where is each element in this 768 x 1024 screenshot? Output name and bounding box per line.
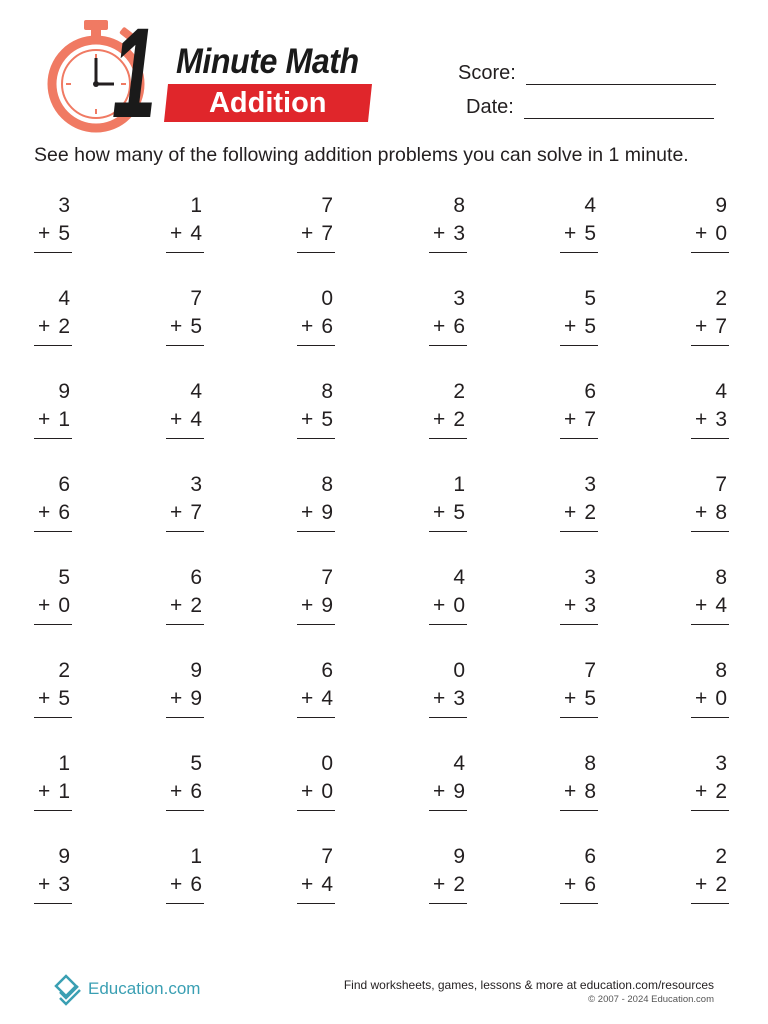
plus-sign: +: [695, 408, 708, 431]
plus-sign: +: [564, 594, 577, 617]
addend-bottom: 2: [190, 594, 202, 617]
answer-line[interactable]: [560, 252, 598, 253]
addend-bottom: 6: [453, 315, 465, 338]
addend-bottom: 3: [58, 873, 70, 896]
answer-line[interactable]: [166, 438, 204, 439]
problem-7-5: [560, 748, 600, 818]
plus-sign: +: [695, 501, 708, 524]
plus-sign: +: [170, 687, 183, 710]
problem-4-3: [297, 469, 337, 539]
addend-top: 3: [190, 473, 202, 496]
problem-6-1: [34, 655, 74, 725]
answer-line[interactable]: [429, 345, 467, 346]
worksheet-title: Minute Math: [176, 42, 359, 81]
answer-line[interactable]: [297, 252, 335, 253]
answer-line[interactable]: [691, 717, 729, 718]
problem-3-4: [429, 376, 469, 446]
answer-line[interactable]: [34, 903, 72, 904]
addend-bottom: 5: [584, 687, 596, 710]
plus-sign: +: [695, 222, 708, 245]
addend-bottom: 4: [715, 594, 727, 617]
answer-line[interactable]: [560, 345, 598, 346]
addend-bottom: 4: [321, 873, 333, 896]
plus-sign: +: [38, 501, 51, 524]
addend-bottom: 1: [58, 780, 70, 803]
plus-sign: +: [564, 687, 577, 710]
addend-top: 0: [453, 659, 465, 682]
problem-7-6: [691, 748, 731, 818]
addend-bottom: 2: [584, 501, 596, 524]
addend-top: 8: [715, 659, 727, 682]
addend-bottom: 9: [321, 501, 333, 524]
problem-8-3: [297, 841, 337, 911]
plus-sign: +: [38, 594, 51, 617]
addend-top: 5: [584, 287, 596, 310]
plus-sign: +: [564, 222, 577, 245]
problem-1-4: [429, 190, 469, 260]
addend-bottom: 2: [453, 408, 465, 431]
plus-sign: +: [170, 315, 183, 338]
plus-sign: +: [564, 408, 577, 431]
addend-top: 1: [190, 194, 202, 217]
addend-bottom: 7: [584, 408, 596, 431]
problem-1-3: [297, 190, 337, 260]
answer-line[interactable]: [34, 438, 72, 439]
answer-line[interactable]: [560, 717, 598, 718]
answer-line[interactable]: [560, 810, 598, 811]
addend-bottom: 2: [453, 873, 465, 896]
addend-top: 1: [58, 752, 70, 775]
addend-bottom: 9: [190, 687, 202, 710]
addend-top: 8: [321, 380, 333, 403]
plus-sign: +: [695, 594, 708, 617]
answer-line[interactable]: [691, 252, 729, 253]
plus-sign: +: [170, 501, 183, 524]
addend-top: 4: [453, 566, 465, 589]
addend-bottom: 0: [715, 222, 727, 245]
score-label: Score:: [458, 62, 516, 84]
problem-4-1: [34, 469, 74, 539]
plus-sign: +: [38, 687, 51, 710]
addend-top: 5: [58, 566, 70, 589]
problem-2-4: [429, 283, 469, 353]
addend-top: 8: [715, 566, 727, 589]
addend-bottom: 2: [715, 780, 727, 803]
answer-line[interactable]: [34, 810, 72, 811]
answer-line[interactable]: [166, 810, 204, 811]
plus-sign: +: [170, 873, 183, 896]
addend-bottom: 0: [58, 594, 70, 617]
addend-top: 4: [584, 194, 596, 217]
addend-top: 9: [453, 845, 465, 868]
addend-top: 3: [584, 473, 596, 496]
instructions-text: See how many of the following addition problems you can solve in 1 minute.: [34, 144, 689, 166]
addend-bottom: 9: [453, 780, 465, 803]
answer-line[interactable]: [429, 903, 467, 904]
plus-sign: +: [301, 594, 314, 617]
answer-line[interactable]: [429, 624, 467, 625]
plus-sign: +: [38, 315, 51, 338]
problem-8-2: [166, 841, 206, 911]
addend-top: 3: [584, 566, 596, 589]
addend-bottom: 2: [58, 315, 70, 338]
plus-sign: +: [301, 315, 314, 338]
plus-sign: +: [564, 873, 577, 896]
problem-1-1: [34, 190, 74, 260]
problem-1-6: [691, 190, 731, 260]
answer-line[interactable]: [166, 345, 204, 346]
addend-top: 2: [715, 845, 727, 868]
date-field[interactable]: [466, 96, 714, 119]
addend-bottom: 8: [715, 501, 727, 524]
footer-copyright: © 2007 - 2024 Education.com: [588, 994, 714, 1005]
plus-sign: +: [170, 594, 183, 617]
answer-line[interactable]: [560, 624, 598, 625]
answer-line[interactable]: [166, 624, 204, 625]
answer-line[interactable]: [560, 903, 598, 904]
answer-line[interactable]: [297, 717, 335, 718]
score-field[interactable]: [458, 62, 716, 85]
answer-line[interactable]: [34, 717, 72, 718]
addend-top: 3: [58, 194, 70, 217]
problem-6-2: [166, 655, 206, 725]
plus-sign: +: [38, 408, 51, 431]
answer-line[interactable]: [691, 624, 729, 625]
problem-5-4: [429, 562, 469, 632]
problem-2-6: [691, 283, 731, 353]
problem-5-5: [560, 562, 600, 632]
plus-sign: +: [433, 222, 446, 245]
footer-info: [344, 978, 714, 1005]
addend-bottom: 7: [190, 501, 202, 524]
problem-4-5: [560, 469, 600, 539]
problem-5-3: [297, 562, 337, 632]
addend-bottom: 3: [453, 222, 465, 245]
plus-sign: +: [301, 873, 314, 896]
title-big-number: 1: [112, 2, 157, 145]
addend-bottom: 4: [321, 687, 333, 710]
answer-line[interactable]: [34, 531, 72, 532]
addend-bottom: 9: [321, 594, 333, 617]
addend-bottom: 6: [321, 315, 333, 338]
answer-line[interactable]: [429, 252, 467, 253]
answer-line[interactable]: [297, 810, 335, 811]
addend-top: 3: [715, 752, 727, 775]
plus-sign: +: [170, 408, 183, 431]
addend-top: 1: [190, 845, 202, 868]
problem-2-3: [297, 283, 337, 353]
plus-sign: +: [564, 501, 577, 524]
worksheet-subtitle: Addition: [209, 86, 327, 119]
score-blank[interactable]: [526, 67, 716, 85]
addend-top: 6: [584, 845, 596, 868]
addend-top: 9: [58, 845, 70, 868]
problem-8-6: [691, 841, 731, 911]
answer-line[interactable]: [166, 531, 204, 532]
plus-sign: +: [433, 315, 446, 338]
problem-2-5: [560, 283, 600, 353]
addend-top: 6: [584, 380, 596, 403]
addend-bottom: 7: [715, 315, 727, 338]
problem-5-1: [34, 562, 74, 632]
plus-sign: +: [695, 873, 708, 896]
problem-5-6: [691, 562, 731, 632]
date-label: Date:: [466, 96, 514, 118]
problem-3-6: [691, 376, 731, 446]
addend-bottom: 3: [715, 408, 727, 431]
addend-bottom: 5: [58, 222, 70, 245]
plus-sign: +: [564, 315, 577, 338]
problem-8-4: [429, 841, 469, 911]
answer-line[interactable]: [166, 717, 204, 718]
plus-sign: +: [301, 687, 314, 710]
problem-7-4: [429, 748, 469, 818]
plus-sign: +: [38, 873, 51, 896]
addend-top: 7: [321, 845, 333, 868]
problem-3-1: [34, 376, 74, 446]
plus-sign: +: [695, 315, 708, 338]
problem-3-5: [560, 376, 600, 446]
answer-line[interactable]: [166, 903, 204, 904]
plus-sign: +: [564, 780, 577, 803]
answer-line[interactable]: [429, 438, 467, 439]
addend-top: 8: [453, 194, 465, 217]
addend-bottom: 5: [584, 222, 596, 245]
problem-7-1: [34, 748, 74, 818]
problem-3-3: [297, 376, 337, 446]
addend-top: 8: [321, 473, 333, 496]
addend-bottom: 5: [58, 687, 70, 710]
answer-line[interactable]: [560, 438, 598, 439]
answer-line[interactable]: [34, 345, 72, 346]
problem-7-3: [297, 748, 337, 818]
addend-top: 4: [453, 752, 465, 775]
problem-6-4: [429, 655, 469, 725]
addend-bottom: 6: [190, 780, 202, 803]
plus-sign: +: [301, 408, 314, 431]
addend-bottom: 2: [715, 873, 727, 896]
addend-top: 7: [715, 473, 727, 496]
answer-line[interactable]: [297, 531, 335, 532]
plus-sign: +: [38, 780, 51, 803]
problem-3-2: [166, 376, 206, 446]
problem-4-2: [166, 469, 206, 539]
problem-5-2: [166, 562, 206, 632]
answer-line[interactable]: [297, 903, 335, 904]
answer-line[interactable]: [34, 252, 72, 253]
addend-bottom: 1: [58, 408, 70, 431]
problem-8-1: [34, 841, 74, 911]
education-logo-icon: [52, 972, 84, 1006]
problem-1-2: [166, 190, 206, 260]
plus-sign: +: [433, 594, 446, 617]
addend-top: 7: [584, 659, 596, 682]
plus-sign: +: [433, 780, 446, 803]
brand-logo: [52, 972, 200, 1006]
addend-top: 0: [321, 752, 333, 775]
addend-bottom: 6: [190, 873, 202, 896]
answer-line[interactable]: [691, 438, 729, 439]
addend-top: 7: [321, 194, 333, 217]
addend-top: 9: [58, 380, 70, 403]
plus-sign: +: [301, 501, 314, 524]
addend-top: 2: [58, 659, 70, 682]
subtitle-banner: [164, 84, 372, 122]
addend-bottom: 3: [453, 687, 465, 710]
problem-6-3: [297, 655, 337, 725]
problem-2-1: [34, 283, 74, 353]
answer-line[interactable]: [691, 345, 729, 346]
problem-6-5: [560, 655, 600, 725]
answer-line[interactable]: [297, 438, 335, 439]
problem-2-2: [166, 283, 206, 353]
addend-top: 6: [190, 566, 202, 589]
addend-top: 5: [190, 752, 202, 775]
problem-4-6: [691, 469, 731, 539]
answer-line[interactable]: [297, 624, 335, 625]
addend-bottom: 8: [584, 780, 596, 803]
answer-line[interactable]: [429, 810, 467, 811]
plus-sign: +: [695, 687, 708, 710]
addend-top: 9: [190, 659, 202, 682]
answer-line[interactable]: [429, 717, 467, 718]
addend-top: 2: [453, 380, 465, 403]
problem-8-5: [560, 841, 600, 911]
addend-bottom: 3: [584, 594, 596, 617]
answer-line[interactable]: [560, 531, 598, 532]
plus-sign: +: [170, 780, 183, 803]
answer-line[interactable]: [166, 252, 204, 253]
addend-top: 6: [58, 473, 70, 496]
addend-bottom: 0: [321, 780, 333, 803]
plus-sign: +: [301, 780, 314, 803]
addend-bottom: 0: [715, 687, 727, 710]
plus-sign: +: [433, 501, 446, 524]
problem-4-4: [429, 469, 469, 539]
problem-7-2: [166, 748, 206, 818]
brand-name: Education.com: [88, 979, 201, 998]
addend-bottom: 5: [584, 315, 596, 338]
addend-bottom: 0: [453, 594, 465, 617]
plus-sign: +: [38, 222, 51, 245]
addend-top: 4: [715, 380, 727, 403]
plus-sign: +: [433, 687, 446, 710]
plus-sign: +: [695, 780, 708, 803]
addend-bottom: 4: [190, 222, 202, 245]
problem-6-6: [691, 655, 731, 725]
addend-top: 3: [453, 287, 465, 310]
addend-bottom: 4: [190, 408, 202, 431]
addend-bottom: 6: [58, 501, 70, 524]
plus-sign: +: [433, 873, 446, 896]
addend-bottom: 5: [321, 408, 333, 431]
addend-top: 4: [190, 380, 202, 403]
addend-top: 6: [321, 659, 333, 682]
addend-bottom: 6: [584, 873, 596, 896]
addend-bottom: 5: [190, 315, 202, 338]
addend-top: 9: [715, 194, 727, 217]
problem-1-5: [560, 190, 600, 260]
addend-top: 7: [321, 566, 333, 589]
addend-top: 7: [190, 287, 202, 310]
addend-top: 2: [715, 287, 727, 310]
plus-sign: +: [433, 408, 446, 431]
addend-top: 0: [321, 287, 333, 310]
plus-sign: +: [301, 222, 314, 245]
addend-top: 4: [58, 287, 70, 310]
date-blank[interactable]: [524, 101, 714, 119]
footer-tagline: Find worksheets, games, lessons & more at education.com/resources: [343, 978, 714, 992]
answer-line[interactable]: [691, 810, 729, 811]
answer-line[interactable]: [691, 531, 729, 532]
addend-bottom: 7: [321, 222, 333, 245]
addend-bottom: 5: [453, 501, 465, 524]
plus-sign: +: [170, 222, 183, 245]
addend-top: 1: [453, 473, 465, 496]
worksheet-header: [0, 0, 768, 145]
answer-line[interactable]: [34, 624, 72, 625]
addend-top: 8: [584, 752, 596, 775]
answer-line[interactable]: [691, 903, 729, 904]
answer-line[interactable]: [429, 531, 467, 532]
answer-line[interactable]: [297, 345, 335, 346]
